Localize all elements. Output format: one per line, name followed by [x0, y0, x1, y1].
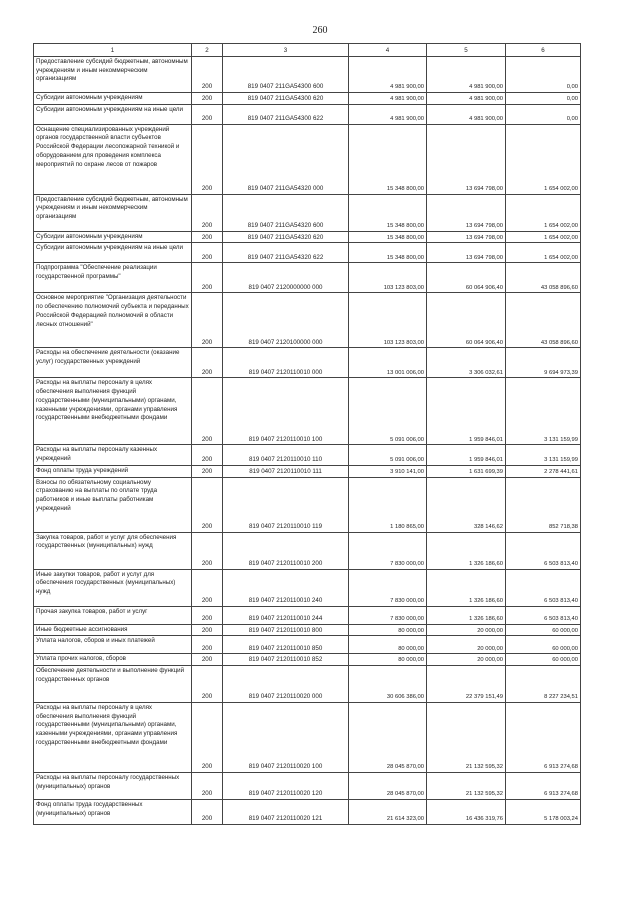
cell-name: Основное мероприятие "Организация деятельности по обеспечению полномочий субъекта и переданных Российской Федерацией полномочий в области лесных отношений": [34, 293, 192, 348]
cell-amount-planned: 4 981 900,00: [349, 57, 427, 93]
cell-amount-planned: 4 981 900,00: [349, 93, 427, 105]
cell-grbs: 200: [192, 772, 223, 799]
cell-amount-executed: 1 959 846,01: [427, 378, 506, 445]
table-row: [34, 772, 581, 799]
cell-amount-executed: 60 064 906,40: [427, 263, 506, 293]
cell-amount-remaining: 0,00: [506, 57, 581, 93]
cell-amount-remaining: 3 131 159,99: [506, 378, 581, 445]
table-row: [34, 799, 581, 824]
table-row: [34, 624, 581, 636]
cell-amount-executed: 60 064 906,40: [427, 293, 506, 348]
cell-grbs: 200: [192, 348, 223, 378]
cell-amount-planned: 80 000,00: [349, 624, 427, 636]
cell-amount-remaining: 6 503 813,40: [506, 569, 581, 606]
cell-amount-executed: 13 694 798,00: [427, 231, 506, 243]
page-number: 260: [312, 25, 328, 36]
table-body: [34, 57, 581, 825]
column-header-6: 6: [506, 44, 581, 57]
cell-grbs: 200: [192, 243, 223, 263]
cell-name: Предоставление субсидий бюджетным, автономным учреждениям и иным некоммерческим организациям: [34, 194, 192, 231]
cell-amount-planned: 7 830 000,00: [349, 532, 427, 569]
cell-amount-executed: 22 379 151,49: [427, 665, 506, 702]
cell-name: Расходы на выплаты персоналу казенных учреждений: [34, 445, 192, 465]
cell-amount-planned: 15 348 800,00: [349, 124, 427, 194]
cell-amount-executed: 3 306 032,61: [427, 348, 506, 378]
cell-code: 819 0407 2120110010 852: [223, 654, 349, 666]
cell-code: 819 0407 2120100000 000: [223, 293, 349, 348]
cell-name: Взносы по обязательному социальному страхованию на выплаты по оплате труда работников и иные выплаты работникам учреждений: [34, 477, 192, 532]
table-row: [34, 445, 581, 465]
cell-code: 819 0407 2120110010 110: [223, 445, 349, 465]
cell-code: 819 0407 211GA54300 622: [223, 104, 349, 124]
cell-amount-executed: 1 631 699,39: [427, 465, 506, 477]
column-header-4: 4: [349, 44, 427, 57]
cell-code: 819 0407 2120110010 800: [223, 624, 349, 636]
cell-amount-planned: 30 606 386,00: [349, 665, 427, 702]
cell-amount-remaining: 6 503 813,40: [506, 532, 581, 569]
cell-amount-remaining: 1 654 002,00: [506, 231, 581, 243]
cell-grbs: 200: [192, 532, 223, 569]
cell-amount-remaining: 43 058 896,60: [506, 293, 581, 348]
cell-amount-remaining: 6 503 813,40: [506, 606, 581, 624]
cell-amount-remaining: 1 654 002,00: [506, 243, 581, 263]
cell-code: 819 0407 2120110010 240: [223, 569, 349, 606]
column-header-2: 2: [192, 44, 223, 57]
cell-code: 819 0407 2120110010 244: [223, 606, 349, 624]
cell-grbs: 200: [192, 799, 223, 824]
cell-amount-planned: 3 910 141,00: [349, 465, 427, 477]
table-row: [34, 104, 581, 124]
table-row: [34, 231, 581, 243]
cell-grbs: 200: [192, 263, 223, 293]
cell-code: 819 0407 2120110020 121: [223, 799, 349, 824]
cell-amount-executed: 13 694 798,00: [427, 194, 506, 231]
cell-name: Закупка товаров, работ и услуг для обеспечения государственных (муниципальных) нужд: [34, 532, 192, 569]
cell-amount-planned: 15 348 800,00: [349, 231, 427, 243]
cell-amount-remaining: 852 718,38: [506, 477, 581, 532]
cell-grbs: 200: [192, 293, 223, 348]
cell-amount-planned: 4 981 900,00: [349, 104, 427, 124]
cell-name: Уплата прочих налогов, сборов: [34, 654, 192, 666]
cell-amount-executed: 1 326 186,60: [427, 569, 506, 606]
cell-amount-remaining: 1 654 002,00: [506, 124, 581, 194]
cell-amount-planned: 7 830 000,00: [349, 606, 427, 624]
cell-name: Фонд оплаты труда учреждений: [34, 465, 192, 477]
cell-name: Иные закупки товаров, работ и услуг для обеспечения государственных (муниципальных) нужд: [34, 569, 192, 606]
cell-code: 819 0407 2120110010 111: [223, 465, 349, 477]
cell-amount-executed: 4 981 900,00: [427, 57, 506, 93]
cell-grbs: 200: [192, 104, 223, 124]
table-row: [34, 654, 581, 666]
cell-amount-planned: 28 045 870,00: [349, 702, 427, 772]
cell-amount-remaining: 0,00: [506, 104, 581, 124]
cell-amount-planned: 103 123 803,00: [349, 263, 427, 293]
cell-amount-remaining: 2 278 441,61: [506, 465, 581, 477]
cell-amount-remaining: 9 694 973,39: [506, 348, 581, 378]
cell-grbs: 200: [192, 231, 223, 243]
header-row: [34, 44, 581, 57]
cell-code: 819 0407 2120110010 000: [223, 348, 349, 378]
cell-name: Фонд оплаты труда государственных (муниципальных) органов: [34, 799, 192, 824]
cell-code: 819 0407 211GA54320 000: [223, 124, 349, 194]
cell-grbs: 200: [192, 665, 223, 702]
cell-name: Предоставление субсидий бюджетным, автономным учреждениям и иным некоммерческим организациям: [34, 57, 192, 93]
table-row: [34, 606, 581, 624]
cell-name: Расходы на обеспечение деятельности (оказание услуг) государственных учреждений: [34, 348, 192, 378]
cell-amount-remaining: 1 654 002,00: [506, 194, 581, 231]
cell-amount-planned: 7 830 000,00: [349, 569, 427, 606]
cell-grbs: 200: [192, 194, 223, 231]
table-row: [34, 124, 581, 194]
cell-name: Обеспечение деятельности и выполнение функций государственных органов: [34, 665, 192, 702]
cell-code: 819 0407 2120110020 120: [223, 772, 349, 799]
cell-amount-planned: 80 000,00: [349, 654, 427, 666]
budget-table-container: [33, 43, 580, 825]
cell-amount-executed: 20 000,00: [427, 654, 506, 666]
cell-amount-executed: 20 000,00: [427, 624, 506, 636]
cell-name: Расходы на выплаты персоналу в целях обеспечения выполнения функций государственными (муниципальными) органами, казенными учреждениями, органами управления государственными внебюджетными фондами: [34, 378, 192, 445]
table-row: [34, 532, 581, 569]
cell-grbs: 200: [192, 636, 223, 654]
cell-grbs: 200: [192, 378, 223, 445]
cell-amount-executed: 4 981 900,00: [427, 93, 506, 105]
cell-grbs: 200: [192, 569, 223, 606]
cell-name: Субсидии автономным учреждениям: [34, 231, 192, 243]
cell-code: 819 0407 211GA54300 600: [223, 57, 349, 93]
cell-amount-planned: 80 000,00: [349, 636, 427, 654]
cell-name: Оснащение специализированных учреждений органов государственной власти субъектов Российской Федерации лесопожарной техникой и оборудованием для проведения комплекса мероприятий по охране лесов от пожаров: [34, 124, 192, 194]
cell-amount-planned: 15 348 800,00: [349, 194, 427, 231]
cell-amount-planned: 1 180 865,00: [349, 477, 427, 532]
cell-grbs: 200: [192, 477, 223, 532]
cell-amount-planned: 21 614 323,00: [349, 799, 427, 824]
cell-amount-executed: 1 326 186,60: [427, 606, 506, 624]
cell-grbs: 200: [192, 654, 223, 666]
column-header-1: 1: [34, 44, 192, 57]
table-row: [34, 378, 581, 445]
cell-amount-executed: 13 694 798,00: [427, 124, 506, 194]
cell-amount-executed: 328 146,62: [427, 477, 506, 532]
cell-amount-planned: 5 091 006,00: [349, 445, 427, 465]
cell-grbs: 200: [192, 93, 223, 105]
cell-grbs: 200: [192, 702, 223, 772]
cell-amount-remaining: 60 000,00: [506, 624, 581, 636]
table-row: [34, 477, 581, 532]
cell-name: Субсидии автономным учреждениям на иные цели: [34, 104, 192, 124]
cell-code: 819 0407 2120110010 200: [223, 532, 349, 569]
cell-grbs: 200: [192, 445, 223, 465]
cell-amount-remaining: 5 178 003,24: [506, 799, 581, 824]
table-row: [34, 665, 581, 702]
cell-amount-executed: 1 326 186,60: [427, 532, 506, 569]
cell-grbs: 200: [192, 57, 223, 93]
cell-code: 819 0407 2120000000 000: [223, 263, 349, 293]
cell-name: Субсидии автономным учреждениям на иные цели: [34, 243, 192, 263]
cell-amount-remaining: 43 058 896,60: [506, 263, 581, 293]
cell-amount-executed: 21 132 595,32: [427, 702, 506, 772]
cell-amount-planned: 13 001 006,00: [349, 348, 427, 378]
cell-amount-executed: 4 981 900,00: [427, 104, 506, 124]
cell-amount-remaining: 60 000,00: [506, 654, 581, 666]
cell-amount-executed: 13 694 798,00: [427, 243, 506, 263]
table-row: [34, 263, 581, 293]
cell-amount-remaining: 60 000,00: [506, 636, 581, 654]
cell-name: Расходы на выплаты персоналу государственных (муниципальных) органов: [34, 772, 192, 799]
column-header-5: 5: [427, 44, 506, 57]
cell-code: 819 0407 211GA54300 620: [223, 93, 349, 105]
cell-amount-remaining: 8 227 234,51: [506, 665, 581, 702]
table-row: [34, 93, 581, 105]
cell-name: Субсидии автономным учреждениям: [34, 93, 192, 105]
cell-amount-executed: 1 959 846,01: [427, 445, 506, 465]
cell-name: Уплата налогов, сборов и иных платежей: [34, 636, 192, 654]
table-row: [34, 569, 581, 606]
cell-amount-executed: 20 000,00: [427, 636, 506, 654]
cell-code: 819 0407 211GA54320 622: [223, 243, 349, 263]
cell-name: Подпрограмма "Обеспечение реализации государственной программы": [34, 263, 192, 293]
cell-amount-executed: 21 132 595,32: [427, 772, 506, 799]
cell-code: 819 0407 2120110020 000: [223, 665, 349, 702]
cell-name: Иные бюджетные ассигнования: [34, 624, 192, 636]
cell-amount-executed: 16 436 319,76: [427, 799, 506, 824]
cell-code: 819 0407 2120110010 100: [223, 378, 349, 445]
cell-amount-remaining: 0,00: [506, 93, 581, 105]
cell-grbs: 200: [192, 606, 223, 624]
table-row: [34, 636, 581, 654]
table-row: [34, 57, 581, 93]
table-row: [34, 702, 581, 772]
cell-amount-planned: 28 045 870,00: [349, 772, 427, 799]
cell-amount-remaining: 6 913 274,68: [506, 702, 581, 772]
cell-amount-planned: 103 123 803,00: [349, 293, 427, 348]
cell-grbs: 200: [192, 124, 223, 194]
cell-name: Расходы на выплаты персоналу в целях обеспечения выполнения функций государственными (муниципальными) органами, казенными учреждениями, органами управления государственными внебюджетными фондами: [34, 702, 192, 772]
cell-grbs: 200: [192, 465, 223, 477]
cell-amount-remaining: 6 913 274,68: [506, 772, 581, 799]
table-row: [34, 465, 581, 477]
cell-grbs: 200: [192, 624, 223, 636]
cell-code: 819 0407 211GA54320 620: [223, 231, 349, 243]
cell-code: 819 0407 211GA54320 600: [223, 194, 349, 231]
cell-name: Прочая закупка товаров, работ и услуг: [34, 606, 192, 624]
cell-code: 819 0407 2120110020 100: [223, 702, 349, 772]
table-row: [34, 194, 581, 231]
cell-code: 819 0407 2120110010 119: [223, 477, 349, 532]
table-row: [34, 348, 581, 378]
cell-amount-remaining: 3 131 159,99: [506, 445, 581, 465]
column-header-3: 3: [223, 44, 349, 57]
cell-amount-planned: 15 348 800,00: [349, 243, 427, 263]
cell-amount-planned: 5 091 006,00: [349, 378, 427, 445]
cell-code: 819 0407 2120110010 850: [223, 636, 349, 654]
table-row: [34, 243, 581, 263]
budget-table: [33, 43, 581, 825]
table-row: [34, 293, 581, 348]
